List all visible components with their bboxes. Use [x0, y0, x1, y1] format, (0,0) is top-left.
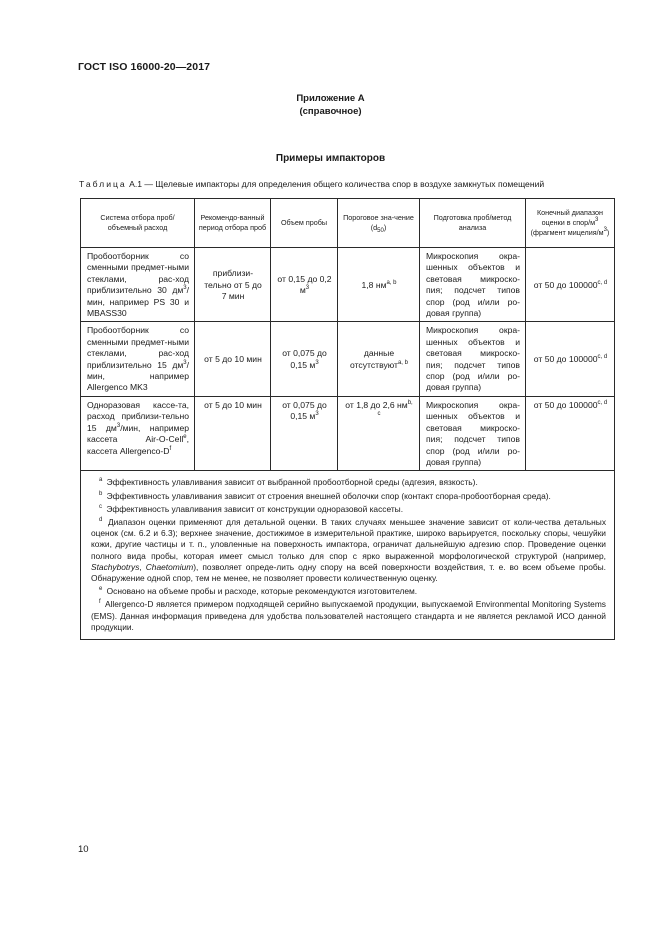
- footnote-c: c Эффективность улавливания зависит от конструкции одноразовой кассеты.: [99, 503, 404, 514]
- cell-sample-volume: от 0,15 до 0,2 $м^3$: [271, 248, 338, 322]
- cell-preparation: Микроскопия окра-шенных объектов и световая микроско-пия; подсчет типов спор (род и/или ро-довая группа): [420, 248, 526, 322]
- header-sample-volume: Объем пробы: [271, 199, 338, 248]
- table-row: [81, 322, 615, 396]
- table-caption-label: Таблица: [79, 179, 127, 189]
- cell-sampling-system: Пробоотборник со сменными предмет-ными стеклами, рас-ход приблизительно 15 $дм^3$/мин, например Allergenco MK3: [81, 322, 195, 396]
- header-preparation: Подготовка проб/метод анализа: [420, 199, 526, 248]
- cell-sampling-period: от 5 до 10 мин: [195, 396, 271, 470]
- cell-sampling-period: приблизи-тельно от 5 до 7 мин: [195, 248, 271, 322]
- cell-preparation: Микроскопия окра-шенных объектов и световая микроско-пия; подсчет типов спор (род и/или ро-довая группа): [420, 396, 526, 470]
- cell-sample-volume: от 0,075 до 0,15 $м^3$: [271, 322, 338, 396]
- cell-range: от 50 до 100000$^{c, d}$: [526, 396, 615, 470]
- header-sampling-period: Рекомендо-ванный период отбора проб: [195, 199, 271, 248]
- cell-sampling-system: Пробоотборник со сменными предмет-ными стеклами, рас-ход приблизительно 30 $дм^3$/мин, например PS 30 и MBASS30: [81, 248, 195, 322]
- footnote-e: e Основано на объеме пробы и расходе, которые рекомендуются изготовителем.: [99, 586, 418, 597]
- table-header-row: [81, 199, 615, 248]
- table-row: [81, 248, 615, 322]
- table-caption-number: А.1: [129, 179, 142, 189]
- header-threshold: Пороговое зна-чение $(d_{50})$: [338, 199, 420, 248]
- cell-preparation: Микроскопия окра-шенных объектов и световая микроско-пия; подсчет типов спор (род и/или ро-довая группа): [420, 322, 526, 396]
- table-row: [81, 396, 615, 470]
- cell-range: от 50 до 100000$^{c, d}$: [526, 322, 615, 396]
- footnote-b: b Эффективность улавливания зависит от строения внешней оболочки спор (контакт спора-пробоотборная среда).: [99, 490, 551, 501]
- cell-sample-volume: от 0,075 до 0,15 $м^3$: [271, 396, 338, 470]
- cell-threshold: от 1,8 до 2,6 нм$^{b, c}$: [338, 396, 420, 470]
- footnote-d: d Диапазон оценки применяют для детальной оценки. В таких случаях меньшее значение зависит от коли-чества детальных оценок (см. 6.2 и 6.3); верхнее значение, достижимое в измерительной практике, широко варьируется, поскольку споры, чешуйки кожи, другие частицы и т. п., уловленные на поверхность импактора, ограничат дальнейшую адгезию спор. Проведение оценки полного вида пробы, которая имеет смысл только для спор с ярко выраженной морфологической структурой (например, Stachybotrys, Chaetomium), позволяет опреде-лить одну спору на всей поверхности воздействия, т. е. во всем объеме пробы. Обнаружение одной спор, тем не менее, не позволяет провести количественную оценку.: [91, 516, 607, 583]
- header-range: Конечный диапазон оценки в спор/$м^3$ (фрагмент мицелия/$м^3$): [526, 199, 615, 248]
- document-header: ГОСТ ISO 16000-20—2017: [78, 61, 211, 73]
- cell-sampling-period: от 5 до 10 мин: [195, 322, 271, 396]
- section-title: Примеры импакторов: [275, 153, 386, 164]
- footnote-f: f Allergenco-D является примером подходящей серийно выпускаемой продукции, выпускаемой Environmental Monitoring Systems (EMS). Данная информация приведена для удобства пользователей настоящего стандарта и не является рекламой ИСО данной продукции.: [91, 599, 606, 632]
- appendix-heading: [0, 92, 661, 118]
- table-caption-text: — Щелевые импакторы для определения общего количества спор в воздухе замкнутых помещений: [144, 179, 545, 189]
- footnote-a: a Эффективность улавливания зависит от выбранной пробоотборной среды (адгезия, вязкость).: [99, 477, 478, 488]
- cell-threshold: данные отсутствуют$^{a, b}$: [338, 322, 420, 396]
- impactors-table: [80, 198, 615, 640]
- cell-threshold: 1,8 нм$^{a, b}$: [338, 248, 420, 322]
- cell-sampling-system: Одноразовая кассе-та, расход приблизи-тельно 15 $дм^3$/мин, например кассета Air-O-Cell$^e$, кассета Allergenco-$D^f$: [81, 396, 195, 470]
- page-number: 10: [78, 844, 89, 855]
- table-caption: [79, 179, 544, 189]
- table-footnotes: [81, 471, 615, 640]
- appendix-subtitle: (справочное): [299, 106, 362, 117]
- header-sampling-system: Система отбора проб/ объемный расход: [81, 199, 195, 248]
- cell-range: от 50 до 100000$^{c, d}$: [526, 248, 615, 322]
- appendix-title: Приложение А: [296, 93, 365, 104]
- footnotes-cell: [81, 471, 615, 640]
